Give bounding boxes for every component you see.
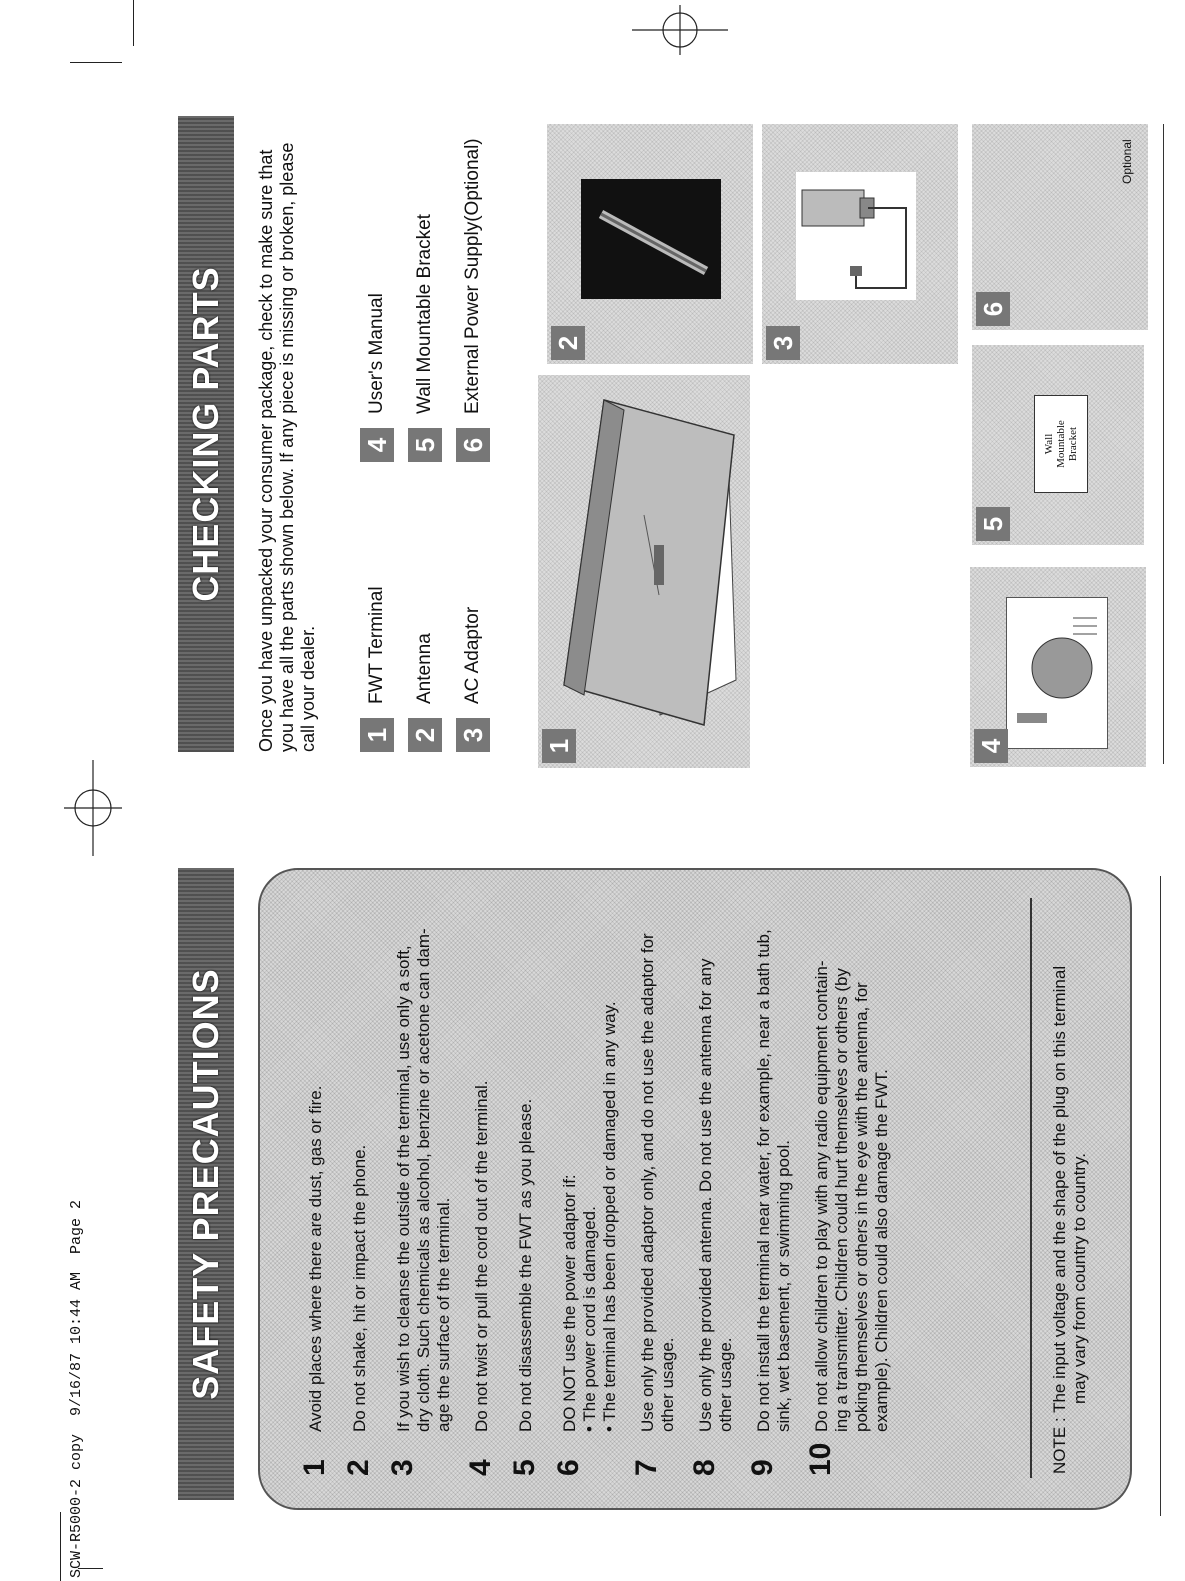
- print-slug: SCW-R5000-2 copy 9/16/87 10:44 AM Page 2: [68, 1199, 85, 1578]
- safety-item-text: Use only the provided antenna. Do not use the antenna for any other usage.: [696, 958, 735, 1432]
- part-item: [406, 102, 444, 462]
- note-divider: [1030, 898, 1032, 1478]
- safety-note: NOTE : The input voltage and the shape of the plug on this terminal may vary from country to country.: [1050, 965, 1089, 1474]
- safety-item-text: Avoid places where there are dust, gas or fire.: [306, 1085, 325, 1432]
- safety-item: [342, 876, 376, 1476]
- parts-column-left: [358, 452, 492, 752]
- safety-item-text: Do not shake, hit or impact the phone.: [350, 1144, 369, 1432]
- safety-item-number: 10: [804, 1442, 837, 1476]
- safety-item-text: If you wish to cleanse the outside of the terminal, use only a soft, dry cloth. Such chemicals as alcohol, benzine or acetone can dam- age the surface of the terminal.: [394, 928, 453, 1432]
- figure-external-power-supply: [972, 124, 1148, 330]
- figure-number: 2: [551, 326, 585, 360]
- registration-mark-middle: [64, 760, 122, 856]
- safety-item: [688, 876, 736, 1476]
- safety-item-number: 3: [386, 1459, 419, 1476]
- safety-item: [804, 876, 892, 1476]
- parts-list: [358, 112, 508, 752]
- figure-number: 5: [976, 507, 1010, 541]
- checking-parts-title: CHECKING PARTS: [178, 116, 234, 752]
- part-label: Wall Mountable Bracket: [414, 214, 435, 414]
- wall-bracket-label-box: [1034, 395, 1088, 493]
- part-number-badge: 5: [408, 428, 442, 462]
- safety-item-text: DO NOT use the power adaptor if: • The power cord is damaged. • The terminal has been dropped or damaged in any way.: [560, 1001, 619, 1432]
- safety-item-number: 8: [688, 1459, 721, 1476]
- safety-item-number: 2: [342, 1459, 375, 1476]
- part-item: [358, 102, 396, 462]
- safety-item: [386, 876, 454, 1476]
- trim-line-right-bottom: [1160, 876, 1161, 1516]
- registration-mark-top: [632, 5, 728, 55]
- safety-item: [630, 876, 678, 1476]
- safety-item: [746, 876, 794, 1476]
- wall-bracket-caption: Wall Mountable Bracket: [1043, 420, 1079, 468]
- safety-item: [508, 876, 542, 1476]
- safety-item-text: Do not disassemble the FWT as you please.: [516, 1098, 535, 1432]
- part-label: User's Manual: [366, 293, 387, 414]
- optional-caption: Optional: [1120, 139, 1134, 184]
- safety-item-text: Do not install the terminal near water, for example, near a bath tub, sink, wet basement, or swimming pool.: [754, 929, 793, 1432]
- safety-item: [464, 876, 498, 1476]
- fwt-terminal-illustration-body: [544, 395, 744, 735]
- safety-item-number: 9: [746, 1459, 779, 1476]
- figure-ac-adaptor: [762, 124, 958, 364]
- part-item: [454, 452, 492, 752]
- parts-column-right: [358, 102, 492, 462]
- part-item: [358, 452, 396, 752]
- part-label: Antenna: [414, 633, 435, 704]
- part-number-badge: 1: [360, 718, 394, 752]
- safety-item: [298, 876, 332, 1476]
- safety-item-text: Do not allow children to play with any radio equipment contain- ing a transmitter. Children could hurt themselves or others (by poking themselves or others in the eye with the antenna, for example). Children could also damage the FWT.: [812, 960, 891, 1432]
- figure-number: 1: [542, 729, 576, 763]
- figure-number: 6: [976, 292, 1010, 326]
- safety-item-number: 6: [552, 1459, 585, 1476]
- safety-item-number: 5: [508, 1459, 541, 1476]
- crop-mark-vertical-top: [133, 0, 134, 46]
- figure-fwt-terminal: [538, 375, 750, 768]
- safety-title: SAFETY PRECAUTIONS: [178, 868, 234, 1500]
- crop-mark-horizontal-top: [70, 62, 122, 63]
- crop-mark-bottom-left: [60, 1512, 61, 1581]
- antenna-photo: [581, 179, 721, 299]
- part-label: AC Adaptor: [462, 606, 483, 704]
- part-label: FWT Terminal: [366, 586, 387, 704]
- safety-item-text: Do not twist or pull the cord out of the terminal.: [472, 1080, 491, 1432]
- figure-antenna: [547, 124, 753, 364]
- part-item: [406, 452, 444, 752]
- safety-item-number: 1: [298, 1459, 331, 1476]
- safety-precautions-box: [258, 868, 1132, 1510]
- safety-list: [298, 876, 902, 1476]
- figure-wall-bracket: [972, 345, 1144, 545]
- part-label: External Power Supply(Optional): [462, 138, 483, 414]
- safety-item-number: 4: [464, 1459, 497, 1476]
- part-number-badge: 2: [408, 718, 442, 752]
- part-item: [454, 102, 492, 462]
- safety-item: [552, 876, 620, 1476]
- part-number-badge: 6: [456, 428, 490, 462]
- safety-item-number: 7: [630, 1459, 663, 1476]
- part-number-badge: 3: [456, 718, 490, 752]
- trim-line-right-top: [1163, 124, 1164, 764]
- checking-parts-intro: Once you have unpacked your consumer package, check to make sure that you have all the parts shown below. If any piece is missing or broken, please call your dealer.: [256, 142, 318, 752]
- figure-number: 4: [974, 729, 1008, 763]
- figure-users-manual: [970, 567, 1146, 767]
- ac-adaptor-photo: [796, 172, 916, 300]
- part-number-badge: 4: [360, 428, 394, 462]
- users-manual-cover: [1006, 597, 1108, 749]
- safety-item-text: Use only the provided adaptor only, and do not use the adaptor for other usage.: [638, 933, 677, 1432]
- figure-number: 3: [766, 326, 800, 360]
